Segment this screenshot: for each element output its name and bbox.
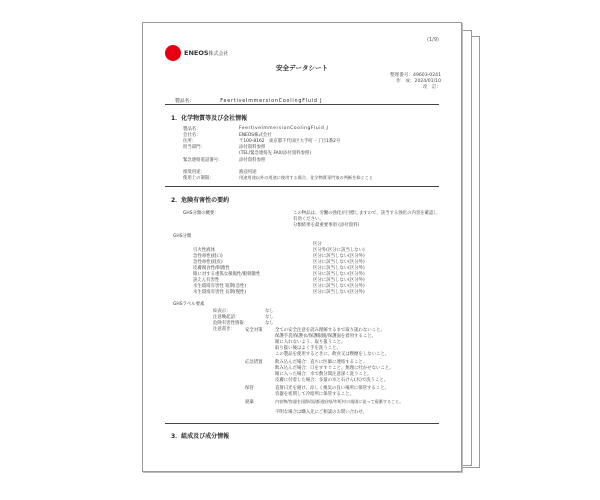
ghs-label-elements-title: GHSラベル要素	[173, 302, 205, 307]
precaution-text: 全ての安全注意を読み理解するまで取り扱わないこと。	[275, 328, 385, 333]
company-logo: ENEOS株式会社	[165, 45, 229, 61]
s1-label: 緊急連絡電話番号：	[183, 158, 223, 163]
meta-row: 改 訂：	[422, 85, 441, 90]
s1-value: 液浸用途	[239, 170, 257, 175]
ghs-overview-line: 有効ください。	[293, 217, 324, 222]
section-1-title: 1．化学物質等及び会社情報	[171, 115, 248, 122]
eneos-logo-icon	[165, 45, 181, 61]
label-element-label: 注意喚起語：	[213, 315, 240, 320]
ghs-classification-title: GHS分類	[173, 234, 192, 239]
ghs-overview-line: 分類結果を最重要事項 (添付資料)	[293, 223, 360, 228]
ghs-overview-label: GHS分類の概要：	[183, 211, 219, 216]
ghs-row-label: 皮膚腐食性/刺激性	[193, 266, 230, 271]
ghs-row-value: 区分に該当しない(区分外)	[313, 284, 365, 289]
label-element-value: なし	[265, 321, 274, 326]
precaution-text: 眼に入った場合：水で数分間注意深く洗うこと。	[275, 372, 372, 377]
precaution-text: 直射日光を避け、涼しく換気の良い場所に保管すること。	[275, 386, 389, 391]
precaution-text: この製品を使用するときに、飲食又は喫煙をしないこと。	[275, 352, 390, 357]
ghs-overview-line: この物品は、労働の強化が目標しますので、該当する強化の内容を確認し	[293, 211, 438, 216]
meta-row: 作 成：2024/01/10	[396, 79, 441, 84]
s1-value: 添付資料参照	[239, 145, 266, 150]
precaution-text: 容器を密閉して冷暗所に保管すること。	[275, 392, 355, 397]
ghs-row-value: 区分に該当しない(区分外)	[313, 278, 365, 283]
label-element-label: 注意書き：	[213, 327, 235, 332]
ghs-row-label: 眼に対する重篤な損傷性/眼刺激性	[193, 272, 261, 277]
s1-label: 製品名：	[183, 127, 201, 132]
divider	[165, 104, 439, 105]
section-3-title: 3．組成及び成分情報	[171, 433, 230, 440]
ghs-row-value: 区分に該当しない(区分外)	[313, 260, 365, 265]
label-element-value: なし	[265, 315, 274, 320]
ghs-row-label: 水生環境有害性 長期(慢性)	[193, 290, 247, 295]
s1-value: 添付資料参照	[239, 158, 266, 163]
precaution-text: 飲み込んだ場合：口をすすぐこと。無理に吐かせないこと。	[275, 366, 394, 371]
s1-label: 住所：	[183, 139, 197, 144]
sds-front-page	[142, 22, 462, 472]
s1-label: 担当部門：	[183, 145, 205, 150]
s1-value: 用途用途以外の用途に使用する場合、化学物質専門家の判断を仰ぐこと	[239, 175, 374, 180]
precaution-text: 飲み込んだ場合：直ちに医師に連絡すること。	[275, 360, 368, 365]
s1-label: 推奨用途：	[183, 170, 205, 175]
precaution-text: 眼に入れないよう、取り扱うこと。	[275, 340, 346, 345]
precaution-key: 廃棄	[245, 400, 254, 405]
section-2-title: 2．危険有害性の要約	[171, 197, 230, 204]
ghs-row-label: 誤えん有害性	[193, 278, 220, 283]
ghs-row-value: 区分に該当しない(区分外)	[313, 266, 365, 271]
ghs-header: 区分	[313, 242, 322, 247]
precaution-text: 取り扱い後はよく手を洗うこと。	[275, 346, 341, 351]
s1-value: FeertiveImmersionCoolingFluid J	[239, 126, 329, 131]
label-element-label: 危険有害性情報：	[213, 321, 249, 326]
ghs-row-label: 引火性液体	[193, 248, 215, 253]
s1-label: 会社名：	[183, 133, 201, 138]
label-element-value: なし	[265, 309, 274, 314]
ghs-row-value: 区分に該当しない(区分外)	[313, 254, 365, 259]
ghs-row-value: 区分に該当しない(区分外)	[313, 290, 365, 295]
s1-value: 〒100-8162 東京都千代田区大手町一丁目1番2号	[239, 139, 341, 144]
ghs-row-value: 区分に該当しない(区分外)	[313, 272, 365, 277]
precaution-text: 内容物/容器を国際/国/都道府県/市町村の規則に従って廃棄すること。	[275, 399, 404, 404]
precaution-text: 不明な場合は購入先にご相談のお問い合わせ。	[275, 410, 368, 415]
precaution-key: 応急措置	[245, 360, 263, 365]
s1-value: ENEOS株式会社	[239, 133, 272, 138]
precaution-text: 皮膚に付着した場合：多量の水と石けん(水)で洗うこと。	[275, 378, 389, 383]
divider	[165, 423, 439, 424]
precaution-text: 保護手袋/保護衣/保護眼鏡/保護面を着用すること。	[275, 334, 377, 339]
divider	[165, 186, 439, 187]
ghs-row-label: 水生環境有害性 短期(急性)	[193, 284, 247, 289]
meta-row: 整理番号：49603-0241	[390, 73, 441, 78]
page-number: (1/9)	[427, 37, 439, 43]
document-title: 安全データシート	[276, 64, 328, 72]
s1-value: (TEL/緊急連絡先 FAX/添付資料参照)	[239, 151, 312, 156]
s1-label: 使用上の制限：	[183, 176, 214, 181]
ghs-row-value: 区分外(区分に該当しない)	[313, 248, 365, 253]
ghs-row-label: 急性毒性(経皮)	[193, 260, 223, 265]
precaution-key: 保管	[245, 386, 254, 391]
label-element-label: 絵表示：	[213, 309, 231, 314]
precaution-key: 安全対策	[245, 328, 263, 333]
product-name-line: 製品名： FeertiveImmersionCoolingFluid J	[175, 99, 323, 104]
ghs-row-label: 急性毒性(経口)	[193, 254, 223, 259]
